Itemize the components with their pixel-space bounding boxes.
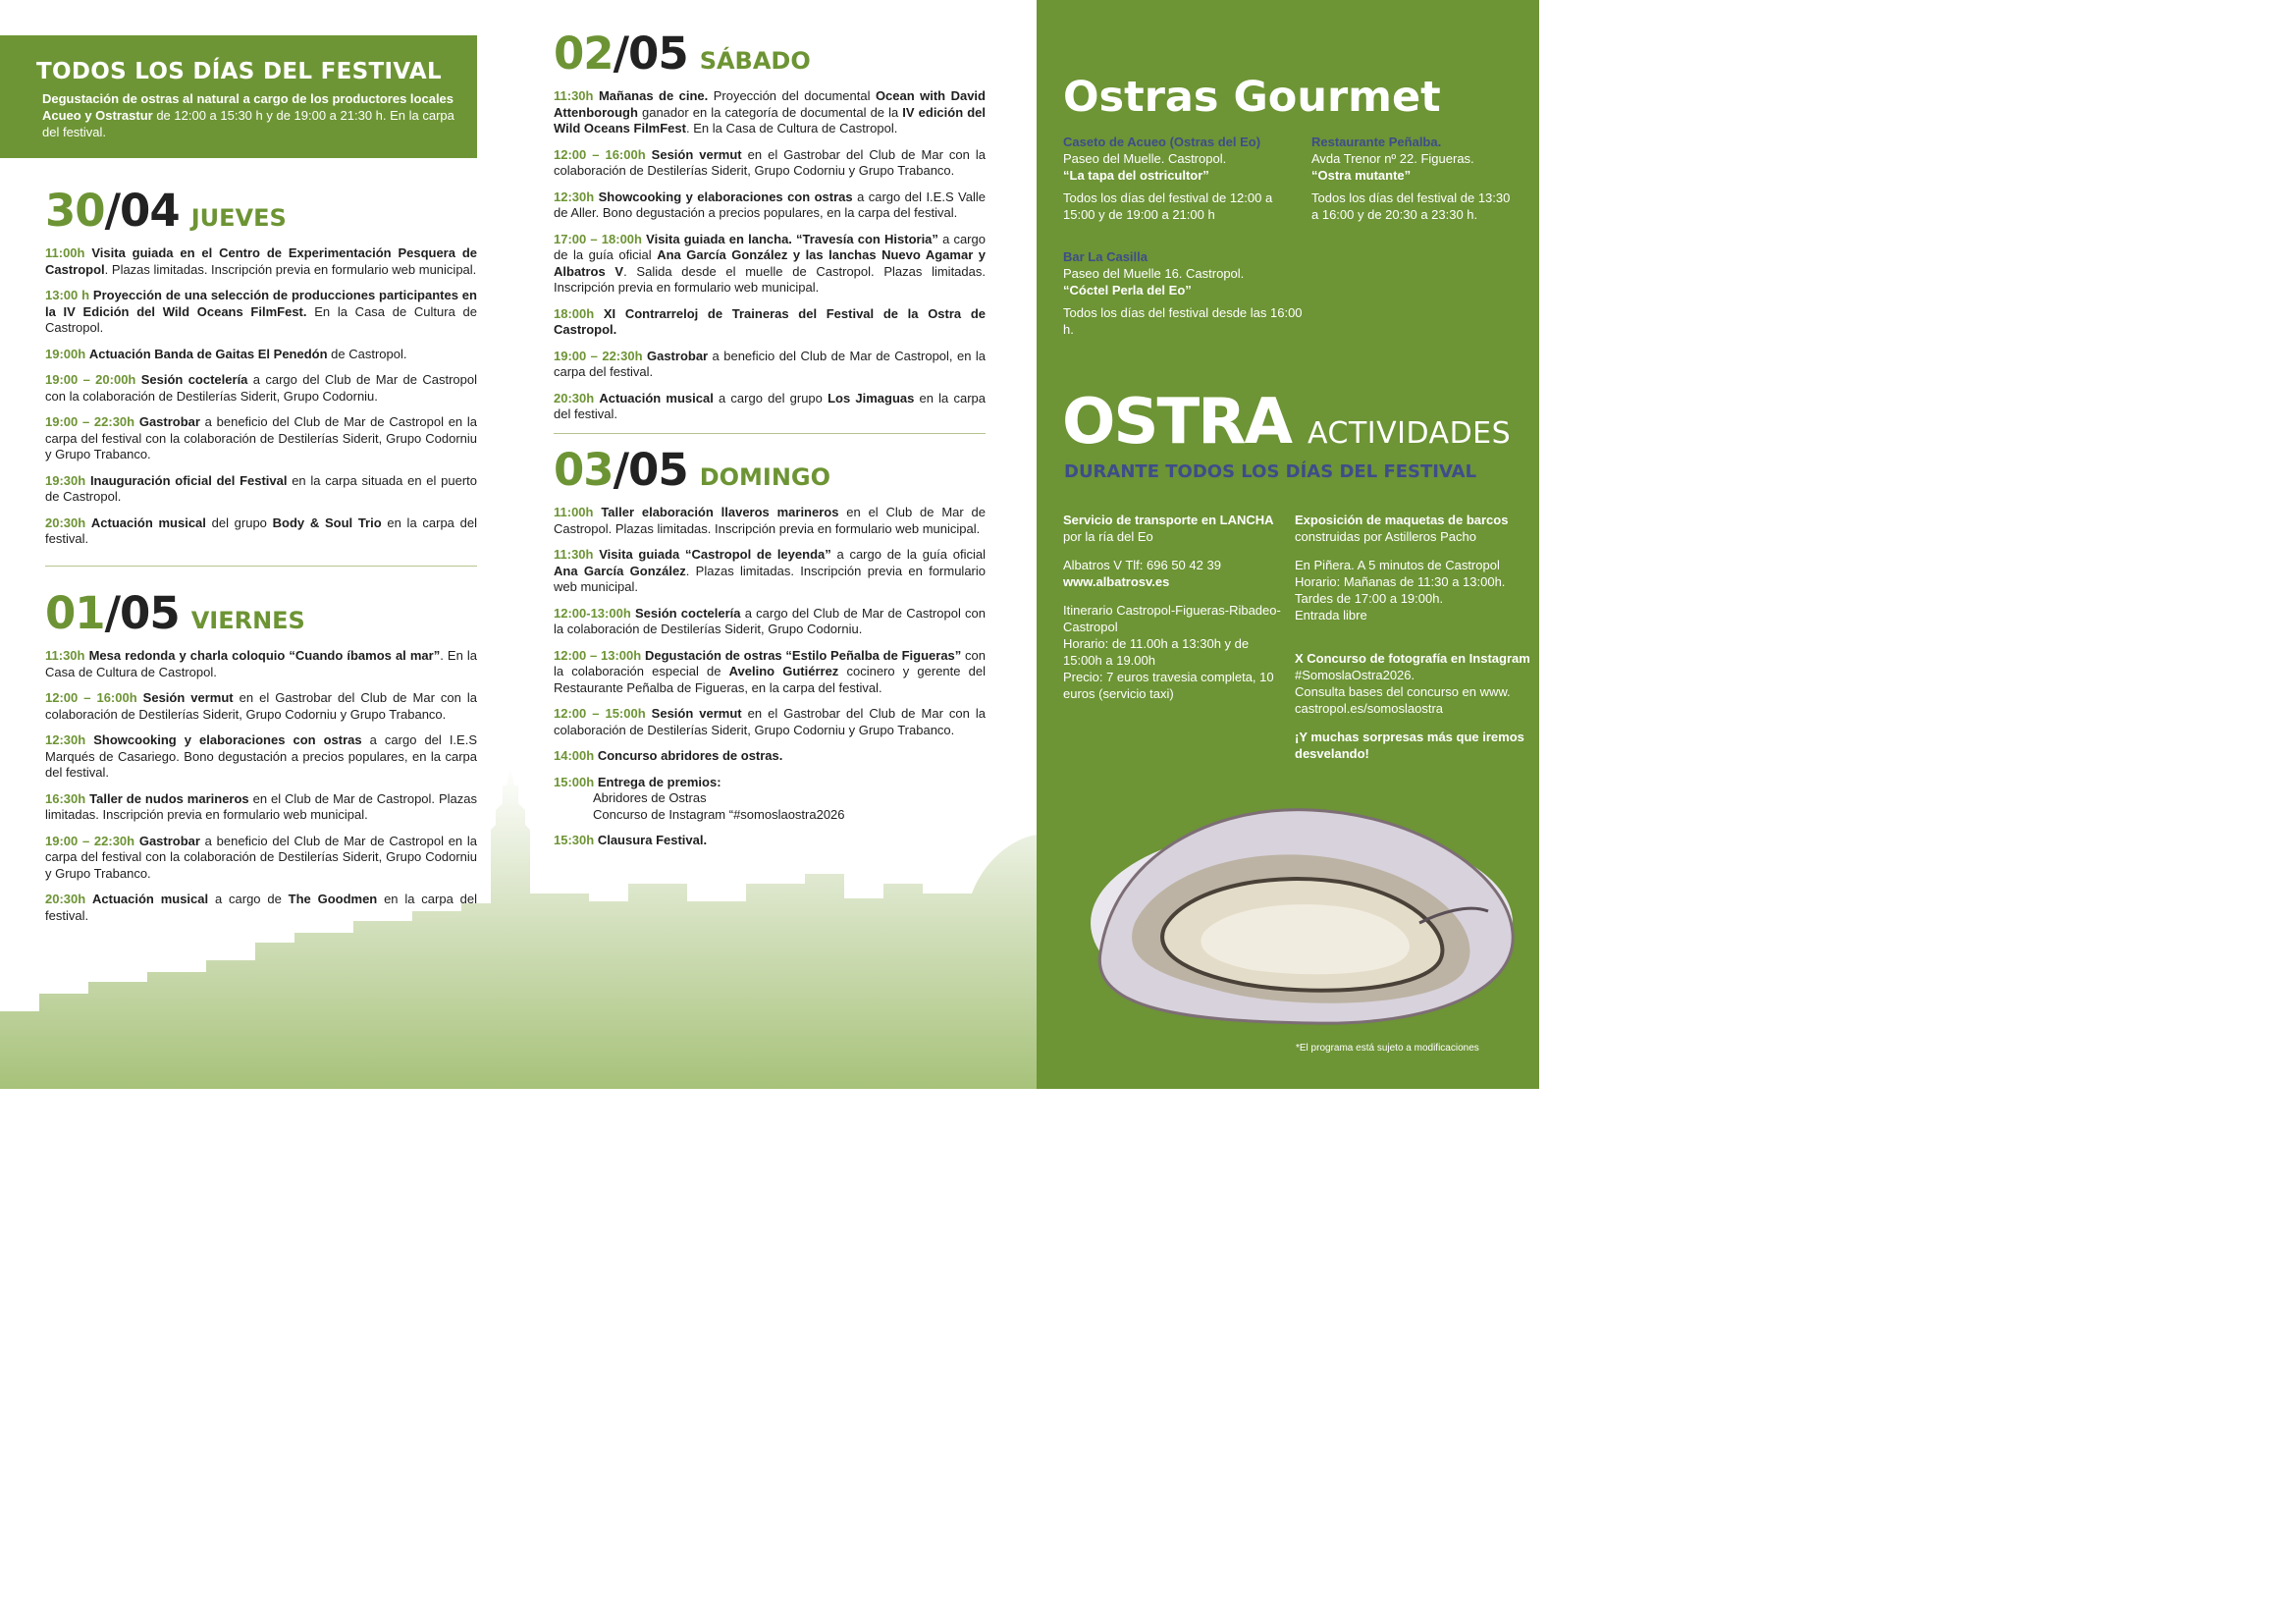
event-time: 19:00 – 22:30h bbox=[554, 348, 643, 363]
event-time: 19:00h bbox=[45, 346, 86, 361]
festival-banner bbox=[0, 35, 477, 158]
event-item bbox=[554, 189, 986, 222]
place-name: Caseto de Acueo (Ostras del Eo) bbox=[1063, 135, 1261, 149]
day-header bbox=[45, 587, 477, 648]
event-text: cocinero y gerente del Restaurante Peñalba de Figueras, en la carpa del festival. bbox=[554, 664, 987, 695]
activity-sub: por la ría del Eo bbox=[1063, 529, 1153, 544]
place-dish: “Cóctel Perla del Eo” bbox=[1063, 283, 1192, 298]
event-highlight: Avelino Gutiérrez bbox=[728, 664, 839, 678]
activity-hours: Horario: Mañanas de 11:30 a 13:00h. Tardes de 17:00 a 19:00h. bbox=[1295, 574, 1506, 606]
event-title: Degustación de ostras “Estilo Peñalba de Figueras” bbox=[644, 647, 962, 663]
event-text: en la carpa del festival. bbox=[45, 514, 477, 546]
place-name: Restaurante Peñalba. bbox=[1311, 135, 1442, 149]
event-time: 17:00 – 18:00h bbox=[554, 231, 642, 246]
event-time: 11:00h bbox=[45, 245, 85, 260]
event-text: con la colaboración especial de bbox=[554, 647, 986, 678]
divider bbox=[554, 433, 986, 434]
event-title: Showcooking y elaboraciones con ostras bbox=[598, 189, 853, 204]
banner-text bbox=[42, 90, 457, 140]
event-text: . En la Casa de Cultura de Castropol. bbox=[45, 648, 477, 679]
day-header bbox=[554, 27, 986, 88]
footnote: *El programa está sujeto a modificaciones bbox=[1296, 1043, 1479, 1054]
event-text: En la Casa de Cultura de Castropol. bbox=[45, 303, 477, 335]
day-viernes bbox=[45, 587, 477, 934]
event-item bbox=[554, 547, 986, 596]
event-title: Mesa redonda y charla coloquio “Cuando íbamos al mar” bbox=[88, 648, 441, 663]
event-time: 12:00 – 16:00h bbox=[554, 146, 646, 162]
event-time: 12:30h bbox=[554, 189, 595, 204]
event-text: . Plazas limitadas. Inscripción previa en formulario web municipal. bbox=[104, 261, 477, 277]
event-title: Visita guiada “Castropol de leyenda” bbox=[599, 547, 831, 562]
event-time: 11:30h bbox=[554, 88, 594, 103]
gourmet-place bbox=[1063, 248, 1308, 338]
event-title: Inauguración oficial del Festival bbox=[89, 472, 288, 488]
activity-web-link[interactable]: www.albatrosv.es bbox=[1063, 574, 1170, 589]
activity-sub: construidas por Astilleros Pacho bbox=[1295, 529, 1476, 544]
event-item bbox=[45, 515, 477, 548]
event-time: 20:30h bbox=[45, 892, 86, 906]
event-title: Actuación Banda de Gaitas El Penedón bbox=[88, 346, 328, 361]
event-time: 12:00 – 16:00h bbox=[45, 690, 137, 705]
event-title: Gastrobar bbox=[138, 414, 200, 429]
lancha-activity bbox=[1063, 512, 1284, 702]
event-item bbox=[554, 88, 986, 137]
event-item bbox=[554, 391, 986, 423]
event-title: Sesión vermut bbox=[651, 146, 742, 162]
day-jueves bbox=[45, 185, 477, 558]
concurso-activity bbox=[1295, 650, 1530, 762]
event-time: 19:30h bbox=[45, 472, 86, 488]
event-text: a cargo de bbox=[208, 892, 289, 906]
day-date: 02/05 bbox=[554, 27, 688, 80]
event-text: de Castropol. bbox=[327, 346, 407, 361]
event-item bbox=[554, 748, 986, 765]
event-time: 11:30h bbox=[45, 648, 85, 663]
event-item bbox=[45, 288, 477, 337]
event-text: del grupo bbox=[205, 514, 273, 530]
activity-place: En Piñera. A 5 minutos de Castropol bbox=[1295, 558, 1500, 572]
divider bbox=[45, 566, 477, 567]
event-text: ganador en la categoría de documental de la bbox=[637, 104, 903, 120]
event-item bbox=[554, 606, 986, 638]
event-item bbox=[45, 648, 477, 680]
activities-subtitle: DURANTE TODOS LOS DÍAS DEL FESTIVAL bbox=[1064, 461, 1477, 482]
event-time: 20:30h bbox=[45, 514, 86, 530]
event-highlight: Ocean with David Attenborough bbox=[554, 88, 986, 120]
day-date: 30/04 bbox=[45, 185, 180, 237]
event-time: 12:00-13:00h bbox=[554, 605, 631, 621]
event-text: a beneficio del Club de Mar de Castropol en la carpa del festival con la colaboración de Destilerías Siderit, Grupo Codorniu y Grupo Trabanco. bbox=[45, 833, 477, 881]
day-name: VIERNES bbox=[190, 607, 305, 634]
event-title: Taller de nudos marineros bbox=[89, 790, 249, 806]
event-item bbox=[554, 505, 986, 537]
event-title: Mañanas de cine. bbox=[598, 88, 709, 103]
event-text: a beneficio del Club de Mar de Castropol en la carpa del festival con la colaboración de Destilerías Siderit, Grupo Codorniu y Grupo Trabanco. bbox=[45, 414, 477, 461]
place-dish: “La tapa del ostricultor” bbox=[1063, 168, 1209, 183]
event-title: XI Contrarreloj de Traineras del Festival de la Ostra de Castropol. bbox=[554, 305, 986, 337]
activity-entry: Entrada libre bbox=[1295, 608, 1367, 623]
event-text: en el Gastrobar del Club de Mar con la colaboración de Destilerías Siderit, Grupo Codorniu y Grupo Trabanco. bbox=[45, 690, 477, 722]
event-time: 19:00 – 20:00h bbox=[45, 372, 136, 387]
gourmet-place bbox=[1063, 134, 1289, 223]
event-text: a cargo de la guía oficial bbox=[554, 231, 986, 262]
event-text: en el Club de Mar de Castropol. Plazas limitadas. Inscripción previa en formulario web municipal. bbox=[554, 505, 986, 536]
activity-contact: Albatros V Tlf: 696 50 42 39 bbox=[1063, 558, 1221, 572]
event-item bbox=[554, 349, 986, 381]
activity-tag: #SomoslaOstra2026. bbox=[1295, 668, 1415, 682]
event-item bbox=[554, 232, 986, 297]
maquetas-activity bbox=[1295, 512, 1530, 623]
event-time: 12:30h bbox=[45, 732, 86, 747]
activity-hours: Horario: de 11.00h a 13:30h y de 15:00h a 19.00h bbox=[1063, 636, 1250, 668]
event-item bbox=[554, 775, 986, 824]
event-item bbox=[554, 833, 986, 849]
event-text: a beneficio del Club de Mar de Castropol, en la carpa del festival. bbox=[554, 348, 986, 379]
event-item bbox=[45, 245, 477, 278]
event-time: 19:00 – 22:30h bbox=[45, 833, 135, 848]
event-time: 11:00h bbox=[554, 505, 594, 519]
event-highlight: Ana García González y las lanchas Nuevo Agamar y Albatros V bbox=[554, 247, 986, 279]
event-title: Actuación musical bbox=[90, 514, 206, 530]
activity-price: Precio: 7 euros travesia completa, 10 euros (servicio taxi) bbox=[1063, 670, 1274, 701]
event-text: en la carpa situada en el puerto de Castropol. bbox=[45, 472, 477, 504]
activity-bases: Consulta bases del concurso en www. castropol.es/somoslaostra bbox=[1295, 684, 1511, 716]
day-sabado bbox=[554, 27, 986, 433]
day-name: SÁBADO bbox=[699, 47, 811, 75]
event-text: en el Club de Mar de Castropol. Plazas limitadas. Inscripción previa en formulario web municipal. bbox=[45, 790, 477, 822]
event-highlight: Ana García González bbox=[554, 563, 686, 578]
event-item bbox=[45, 732, 477, 782]
event-title: Sesión coctelería bbox=[140, 372, 248, 387]
event-text: a cargo del I.E.S Marqués de Casariego. Bono degustación a precios populares, en la carpa del festival. bbox=[45, 732, 477, 780]
event-highlight: Los Jimaguas bbox=[828, 390, 915, 406]
activity-head: X Concurso de fotografía en Instagram bbox=[1295, 651, 1530, 666]
event-title: Showcooking y elaboraciones con ostras bbox=[93, 732, 362, 747]
gourmet-place bbox=[1311, 134, 1518, 223]
activity-head: Exposición de maquetas de barcos bbox=[1295, 513, 1509, 527]
place-address: Avda Trenor nº 22. Figueras. bbox=[1311, 151, 1474, 166]
event-title: Visita guiada en el Centro de Experimentación Pesquera de Castropol bbox=[45, 245, 477, 277]
event-subline: Concurso de Instagram “#somoslaostra2026 bbox=[593, 806, 845, 822]
event-title: Gastrobar bbox=[138, 833, 200, 848]
place-address: Paseo del Muelle. Castropol. bbox=[1063, 151, 1227, 166]
event-text: . En la Casa de Cultura de Castropol. bbox=[685, 121, 898, 135]
day-date: 01/05 bbox=[45, 587, 180, 639]
day-name: JUEVES bbox=[190, 204, 287, 232]
event-item bbox=[554, 147, 986, 180]
day-date: 03/05 bbox=[554, 444, 688, 496]
event-text: en el Gastrobar del Club de Mar con la colaboración de Destilerías Siderit, Grupo Codorniu y Grupo Trabanco. bbox=[554, 706, 986, 737]
event-item bbox=[45, 414, 477, 463]
oyster-image bbox=[1076, 795, 1527, 1031]
event-text: a cargo del I.E.S Valle de Aller. Bono degustación a precios populares, en la carpa del festival. bbox=[554, 189, 986, 220]
event-text: a cargo del Club de Mar de Castropol con la colaboración de Destilerías Siderit, Grupo Codorniu. bbox=[554, 605, 986, 636]
event-title: Actuación musical bbox=[92, 892, 209, 906]
event-title: Concurso abridores de ostras. bbox=[597, 748, 783, 763]
event-time: 12:00 – 15:00h bbox=[554, 706, 646, 721]
day-domingo bbox=[554, 444, 986, 859]
place-address: Paseo del Muelle 16. Castropol. bbox=[1063, 266, 1245, 281]
event-title: Sesión coctelería bbox=[634, 605, 741, 621]
event-highlight: Body & Soul Trio bbox=[272, 514, 382, 530]
event-time: 14:00h bbox=[554, 748, 595, 763]
event-time: 15:00h bbox=[554, 774, 595, 789]
banner-title: TODOS LOS DÍAS DEL FESTIVAL bbox=[36, 59, 442, 84]
gourmet-title: Ostras Gourmet bbox=[1063, 73, 1441, 122]
event-highlight: IV edición del Wild Oceans FilmFest bbox=[554, 104, 987, 135]
event-time: 16:30h bbox=[45, 790, 86, 806]
event-time: 11:30h bbox=[554, 547, 594, 562]
event-time: 20:30h bbox=[554, 390, 595, 406]
event-text: a cargo del grupo bbox=[713, 390, 828, 406]
event-text: en la carpa del festival. bbox=[554, 390, 986, 421]
event-item bbox=[45, 473, 477, 506]
activity-route: Itinerario Castropol-Figueras-Ribadeo-Castropol bbox=[1063, 603, 1281, 634]
day-header bbox=[45, 185, 477, 245]
place-name: Bar La Casilla bbox=[1063, 249, 1148, 264]
right-panel bbox=[1037, 0, 1539, 1089]
event-title: Sesión vermut bbox=[142, 690, 234, 705]
event-item bbox=[45, 347, 477, 363]
sorpresas-text: ¡Y muchas sorpresas más que iremos desvelando! bbox=[1295, 730, 1524, 761]
place-hours: Todos los días del festival de 13:30 a 16:00 y de 20:30 a 23:30 h. bbox=[1311, 190, 1511, 222]
event-item bbox=[45, 834, 477, 883]
event-text: . Plazas limitadas. Inscripción previa en formulario web municipal. bbox=[554, 563, 987, 594]
event-text: Proyección del documental bbox=[708, 88, 876, 103]
day-header bbox=[554, 444, 986, 505]
banner-text-bold: Degustación de ostras al natural a cargo de los productores locales Acueo y Ostrastur bbox=[42, 91, 454, 123]
event-item bbox=[45, 892, 477, 924]
event-item bbox=[554, 706, 986, 738]
place-hours: Todos los días del festival de 12:00 a 15:00 y de 19:00 a 21:00 h bbox=[1063, 190, 1273, 222]
event-title: Clausura Festival. bbox=[597, 833, 708, 847]
event-title: Visita guiada en lancha. “Travesía con Historia” bbox=[646, 231, 938, 246]
event-title: Proyección de una selección de producciones participantes en la IV Edición del Wild Oceans FilmFest. bbox=[45, 288, 477, 319]
event-title: Entrega de premios: bbox=[597, 774, 721, 789]
event-time: 19:00 – 22:30h bbox=[45, 414, 135, 429]
event-item bbox=[554, 648, 986, 697]
ostra-heading: OSTRA bbox=[1062, 386, 1291, 459]
event-time: 15:30h bbox=[554, 833, 595, 847]
event-item bbox=[554, 306, 986, 339]
activity-head: Servicio de transporte en LANCHA bbox=[1063, 513, 1274, 527]
event-time: 13:00 h bbox=[45, 288, 90, 302]
event-highlight: The Goodmen bbox=[288, 892, 378, 906]
place-dish: “Ostra mutante” bbox=[1311, 168, 1412, 183]
event-title: Actuación musical bbox=[599, 390, 714, 406]
event-title: Sesión vermut bbox=[651, 706, 742, 721]
day-name: DOMINGO bbox=[699, 463, 831, 491]
actividades-heading: ACTIVIDADES bbox=[1308, 416, 1512, 451]
event-text: en la carpa del festival. bbox=[45, 892, 477, 923]
place-hours: Todos los días del festival desde las 16:00 h. bbox=[1063, 305, 1303, 337]
event-item bbox=[45, 690, 477, 723]
event-item bbox=[45, 372, 477, 405]
event-subline: Abridores de Ostras bbox=[593, 790, 707, 805]
event-time: 12:00 – 13:00h bbox=[554, 647, 642, 663]
event-text: . Salida desde el muelle de Castropol. Plazas limitadas. Inscripción previa en formulario web municipal. bbox=[554, 263, 986, 295]
event-title: Gastrobar bbox=[646, 348, 709, 363]
event-title: Taller elaboración llaveros marineros bbox=[601, 505, 839, 519]
event-text: a cargo de la guía oficial bbox=[830, 547, 986, 562]
event-text: en el Gastrobar del Club de Mar con la colaboración de Destilerías Siderit, Grupo Codorniu y Grupo Trabanco. bbox=[554, 146, 986, 178]
event-time: 18:00h bbox=[554, 305, 595, 321]
event-text: a cargo del Club de Mar de Castropol con la colaboración de Destilerías Siderit, Grupo Codorniu. bbox=[45, 372, 477, 404]
banner-text-rest: de 12:00 a 15:30 h y de 19:00 a 21:30 h. En la carpa del festival. bbox=[42, 108, 454, 139]
event-item bbox=[45, 791, 477, 824]
